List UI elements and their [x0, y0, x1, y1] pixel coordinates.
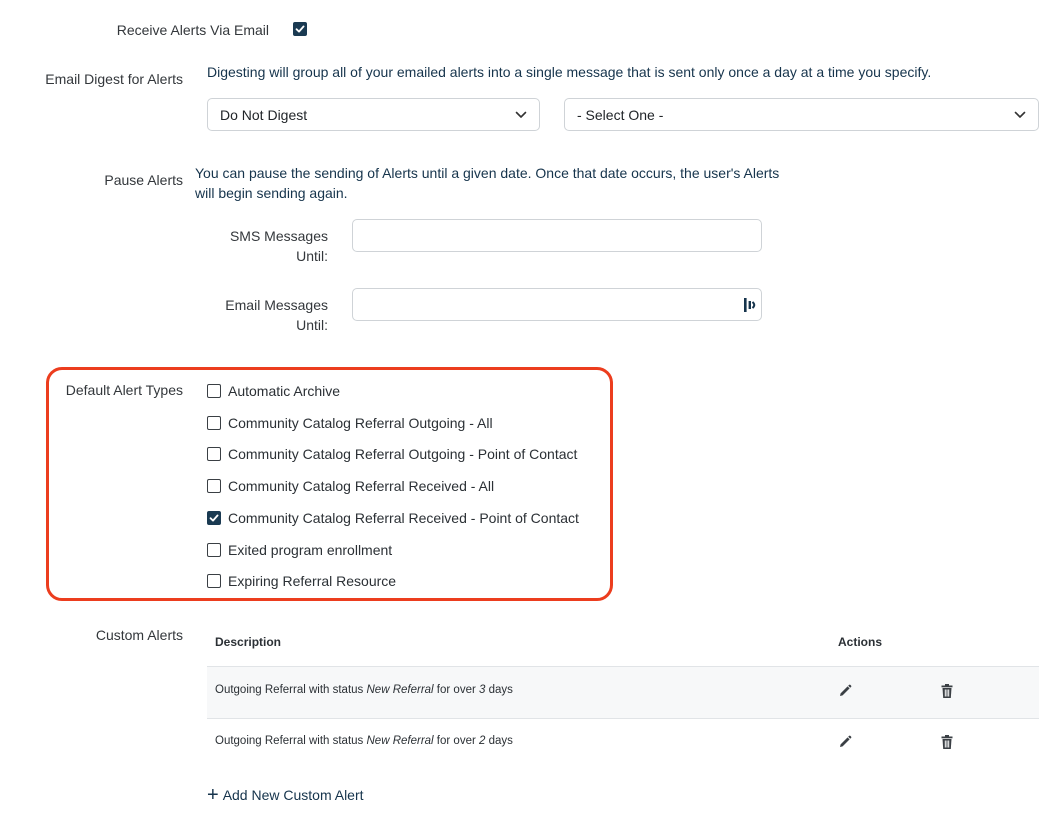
- alert-type-label: Community Catalog Referral Received - All: [228, 478, 495, 495]
- sms-until-label: [200, 226, 328, 266]
- alert-type-label: Community Catalog Referral Outgoing - Point of Contact: [228, 446, 578, 463]
- alert-type-item[interactable]: [207, 476, 607, 496]
- alert-type-checkbox[interactable]: [207, 384, 221, 398]
- sms-until-input[interactable]: [352, 219, 762, 252]
- pause-alerts-help: [195, 163, 795, 203]
- alert-type-label: Automatic Archive: [228, 383, 341, 399]
- sms-until-label-line1: SMS Messages: [229, 228, 328, 244]
- email-digest-label: Email Digest for Alerts: [45, 71, 183, 87]
- trash-icon[interactable]: [939, 734, 955, 750]
- digest-time-select[interactable]: [564, 98, 1039, 131]
- add-custom-alert-button[interactable]: [207, 786, 364, 804]
- digest-frequency-value: Do Not Digest: [220, 106, 308, 123]
- pause-alerts-help-line1: You can pause the sending of Alerts until a given date. Once that date occurs, the user's Alerts: [195, 165, 780, 181]
- alert-type-item[interactable]: [207, 571, 607, 591]
- alert-type-label: Community Catalog Referral Outgoing - All: [228, 414, 493, 431]
- custom-alert-description: Outgoing Referral with status New Referral for over 3 days: [215, 684, 513, 696]
- check-icon: [209, 513, 219, 523]
- alert-type-label: Expiring Referral Resource: [228, 573, 397, 590]
- alert-type-label: Community Catalog Referral Received - Point of Contact: [228, 509, 579, 526]
- chevron-down-icon: [515, 111, 527, 119]
- alert-type-checkbox[interactable]: [207, 479, 221, 493]
- trash-icon[interactable]: [939, 683, 955, 699]
- alert-type-item[interactable]: [207, 540, 607, 560]
- pause-alerts-help-line2: will begin sending again.: [195, 185, 348, 201]
- check-icon: [295, 24, 305, 34]
- alert-type-item[interactable]: [207, 508, 607, 528]
- digest-frequency-select[interactable]: [207, 98, 540, 131]
- alert-type-checkbox[interactable]: [207, 416, 221, 430]
- email-until-label-line2: Until:: [296, 317, 328, 333]
- digest-time-value: - Select One -: [577, 106, 664, 123]
- alert-type-item[interactable]: [207, 413, 607, 433]
- receive-email-label: Receive Alerts Via Email: [116, 22, 269, 38]
- email-until-input[interactable]: [352, 288, 762, 321]
- chevron-down-icon: [1014, 111, 1026, 119]
- alert-type-label: Exited program enrollment: [228, 541, 393, 558]
- edit-icon[interactable]: [837, 683, 853, 699]
- email-until-label-line1: Email Messages: [225, 297, 328, 313]
- email-digest-help: Digesting will group all of your emailed alerts into a single message that is sent only once a day at a time you specify.: [207, 64, 932, 80]
- calendar-picker-icon[interactable]: [743, 297, 757, 313]
- plus-icon: +: [207, 784, 219, 806]
- receive-email-checkbox[interactable]: [293, 22, 307, 36]
- add-custom-alert-label: Add New Custom Alert: [222, 787, 364, 803]
- sms-until-label-line2: Until:: [296, 248, 328, 264]
- alert-type-checkbox[interactable]: [207, 511, 221, 525]
- alert-type-item[interactable]: [207, 381, 607, 401]
- alert-type-item[interactable]: [207, 444, 607, 464]
- alert-type-checkbox[interactable]: [207, 543, 221, 557]
- alert-type-checkbox[interactable]: [207, 574, 221, 588]
- edit-icon[interactable]: [837, 734, 853, 750]
- column-header-description: Description: [215, 635, 282, 649]
- alert-type-checkbox[interactable]: [207, 447, 221, 461]
- pause-alerts-label: Pause Alerts: [104, 172, 183, 188]
- default-alert-types-label: Default Alert Types: [65, 382, 183, 398]
- custom-alerts-label: Custom Alerts: [95, 627, 183, 643]
- email-until-label: [200, 295, 328, 335]
- column-header-actions: Actions: [838, 635, 883, 649]
- custom-alert-description: Outgoing Referral with status New Referral for over 2 days: [215, 735, 513, 747]
- table-divider: [207, 718, 1039, 719]
